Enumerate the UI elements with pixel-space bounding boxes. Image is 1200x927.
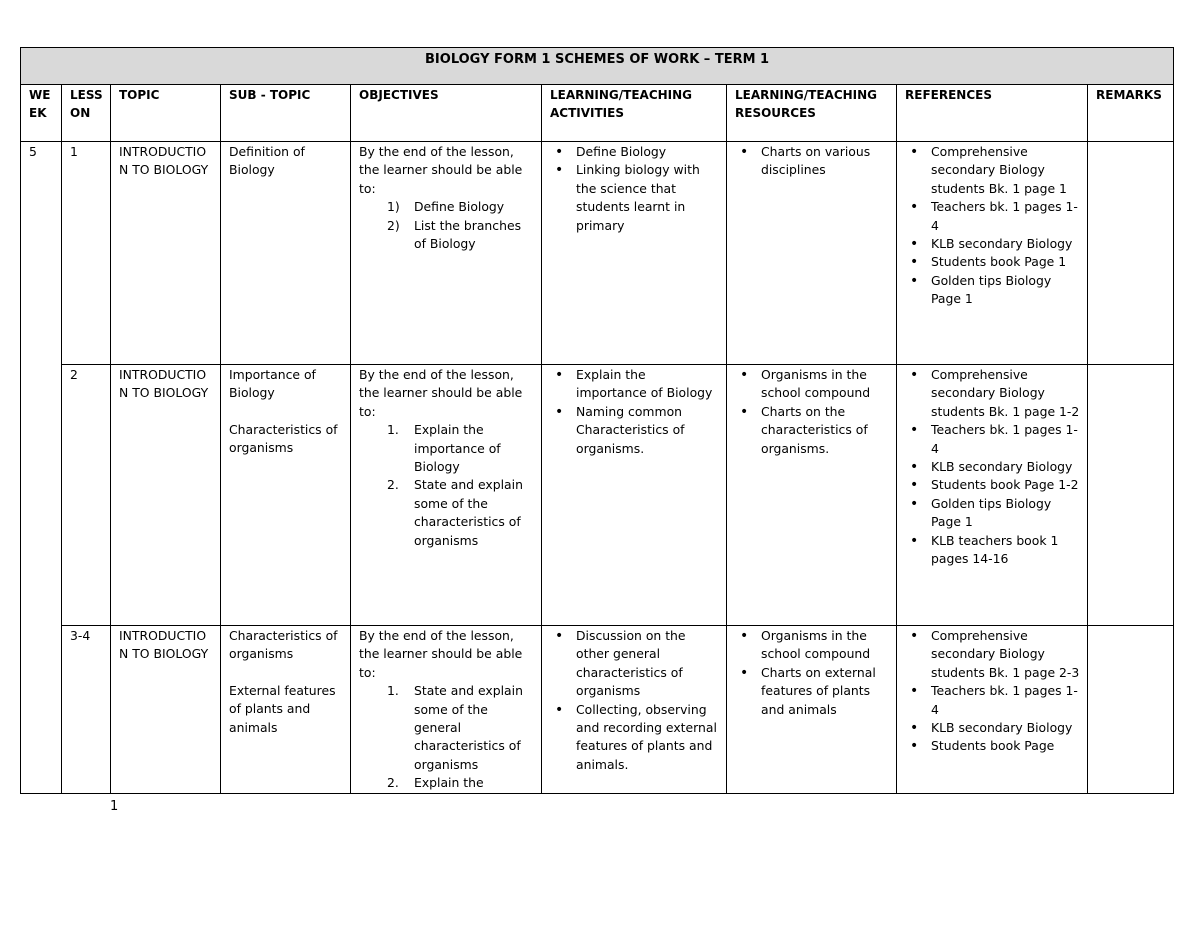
subtopic-cell xyxy=(221,626,351,794)
objective-number: 1. xyxy=(387,422,399,438)
reference-item: • Comprehensive secondary Biology students Bk. 1 page 2-3 xyxy=(905,627,1081,682)
objectives-list xyxy=(359,421,535,550)
resource-item: • Organisms in the school compound xyxy=(735,627,890,664)
objective-text: Define Biology xyxy=(414,199,505,215)
objective-text: State and explain some of the characteristics of organisms xyxy=(414,477,523,548)
reference-item: • KLB secondary Biology xyxy=(905,719,1081,737)
objective-item xyxy=(359,774,535,792)
activities-list xyxy=(550,143,720,235)
objective-item xyxy=(359,682,535,774)
activities-list xyxy=(550,366,720,458)
subtopic-text: Definition of Biology xyxy=(229,144,305,178)
subtopic-text: Importance of Biology xyxy=(229,367,316,401)
header-references: REFERENCES xyxy=(897,85,1088,142)
reference-item: • Students book Page 1-2 xyxy=(905,476,1081,494)
references-list xyxy=(905,627,1081,756)
resource-item: • Charts on the characteristics of organisms. xyxy=(735,403,890,458)
header-remarks: REMARKS xyxy=(1088,85,1174,142)
objective-item xyxy=(359,198,535,216)
objectives-list xyxy=(359,198,535,253)
resources-cell xyxy=(727,365,897,626)
reference-item: • Comprehensive secondary Biology students Bk. 1 page 1 xyxy=(905,143,1081,198)
references-cell xyxy=(897,365,1088,626)
activities-cell xyxy=(542,626,727,794)
activity-item: • Collecting, observing and recording external features of plants and animals. xyxy=(550,701,720,775)
header-activities: LEARNING/TEACHING ACTIVITIES xyxy=(542,85,727,142)
references-list xyxy=(905,366,1081,568)
reference-item: • Golden tips Biology Page 1 xyxy=(905,272,1081,309)
page-number: 1 xyxy=(110,799,119,814)
scheme-of-work-table xyxy=(20,47,1174,794)
activity-item: • Define Biology xyxy=(550,143,720,161)
resources-cell xyxy=(727,626,897,794)
table-row xyxy=(21,626,1174,794)
objective-item xyxy=(359,476,535,550)
subtopic-text: Characteristics of organisms xyxy=(229,628,338,662)
header-resources: LEARNING/TEACHING RESOURCES xyxy=(727,85,897,142)
subtopic-cell xyxy=(221,142,351,365)
reference-item: • KLB secondary Biology xyxy=(905,458,1081,476)
header-topic: TOPIC xyxy=(111,85,221,142)
reference-item: • KLB secondary Biology xyxy=(905,235,1081,253)
topic-cell: INTRODUCTION TO BIOLOGY xyxy=(111,626,221,794)
objective-number: 2. xyxy=(387,477,399,493)
topic-cell: INTRODUCTION TO BIOLOGY xyxy=(111,142,221,365)
activities-cell xyxy=(542,142,727,365)
resources-list xyxy=(735,366,890,458)
resources-list xyxy=(735,143,890,180)
references-list xyxy=(905,143,1081,309)
activity-item: • Linking biology with the science that students learnt in primary xyxy=(550,161,720,235)
reference-item: • Teachers bk. 1 pages 1-4 xyxy=(905,198,1081,235)
week-cell: 5 xyxy=(21,142,62,794)
reference-item: • Students book Page 1 xyxy=(905,253,1081,271)
references-cell xyxy=(897,626,1088,794)
objectives-cell xyxy=(351,142,542,365)
reference-item: • Students book Page xyxy=(905,737,1081,755)
objectives-intro: By the end of the lesson, the learner should be able to: xyxy=(359,367,523,419)
objectives-list xyxy=(359,682,535,792)
lesson-cell: 3-4 xyxy=(62,626,111,794)
reference-item: • Golden tips Biology Page 1 xyxy=(905,495,1081,532)
resources-cell xyxy=(727,142,897,365)
objectives-intro: By the end of the lesson, the learner should be able to: xyxy=(359,144,523,196)
header-lesson: LESSON xyxy=(62,85,111,142)
reference-item: • Teachers bk. 1 pages 1-4 xyxy=(905,682,1081,719)
topic-cell: INTRODUCTION TO BIOLOGY xyxy=(111,365,221,626)
objective-number: 1) xyxy=(387,199,400,215)
objective-item xyxy=(359,421,535,476)
objectives-cell xyxy=(351,626,542,794)
table-row xyxy=(21,142,1174,365)
objectives-intro: By the end of the lesson, the learner should be able to: xyxy=(359,628,523,680)
activity-item: • Naming common Characteristics of organisms. xyxy=(550,403,720,458)
header-week: WEEK xyxy=(21,85,62,142)
references-cell xyxy=(897,142,1088,365)
subtopic-text: External features of plants and animals xyxy=(229,682,336,735)
objective-item xyxy=(359,217,535,254)
table-row xyxy=(21,365,1174,626)
document-title: BIOLOGY FORM 1 SCHEMES OF WORK – TERM 1 xyxy=(21,48,1174,85)
resource-item: • Charts on external features of plants and animals xyxy=(735,664,890,719)
objective-text: List the branches of Biology xyxy=(414,217,522,252)
objective-number: 1. xyxy=(387,683,399,699)
resource-item: • Charts on various disciplines xyxy=(735,143,890,180)
reference-item: • Teachers bk. 1 pages 1-4 xyxy=(905,421,1081,458)
activities-list xyxy=(550,627,720,774)
objectives-cell xyxy=(351,365,542,626)
remarks-cell xyxy=(1088,626,1174,794)
resource-item: • Organisms in the school compound xyxy=(735,366,890,403)
remarks-cell xyxy=(1088,142,1174,365)
header-objectives: OBJECTIVES xyxy=(351,85,542,142)
activity-item: • Explain the importance of Biology xyxy=(550,366,720,403)
remarks-cell xyxy=(1088,365,1174,626)
lesson-cell: 2 xyxy=(62,365,111,626)
objective-text: Explain the xyxy=(414,775,484,791)
objective-number: 2) xyxy=(387,217,400,233)
activities-cell xyxy=(542,365,727,626)
lesson-cell: 1 xyxy=(62,142,111,365)
reference-item: • Comprehensive secondary Biology students Bk. 1 page 1-2 xyxy=(905,366,1081,421)
objective-text: State and explain some of the general characteristics of organisms xyxy=(414,683,523,772)
header-subtopic: SUB - TOPIC xyxy=(221,85,351,142)
objective-text: Explain the importance of Biology xyxy=(414,422,501,475)
subtopic-cell xyxy=(221,365,351,626)
resources-list xyxy=(735,627,890,719)
reference-item: • KLB teachers book 1 pages 14-16 xyxy=(905,532,1081,569)
objective-number: 2. xyxy=(387,775,399,791)
activity-item: • Discussion on the other general characteristics of organisms xyxy=(550,627,720,701)
subtopic-text: Characteristics of organisms xyxy=(229,421,338,456)
